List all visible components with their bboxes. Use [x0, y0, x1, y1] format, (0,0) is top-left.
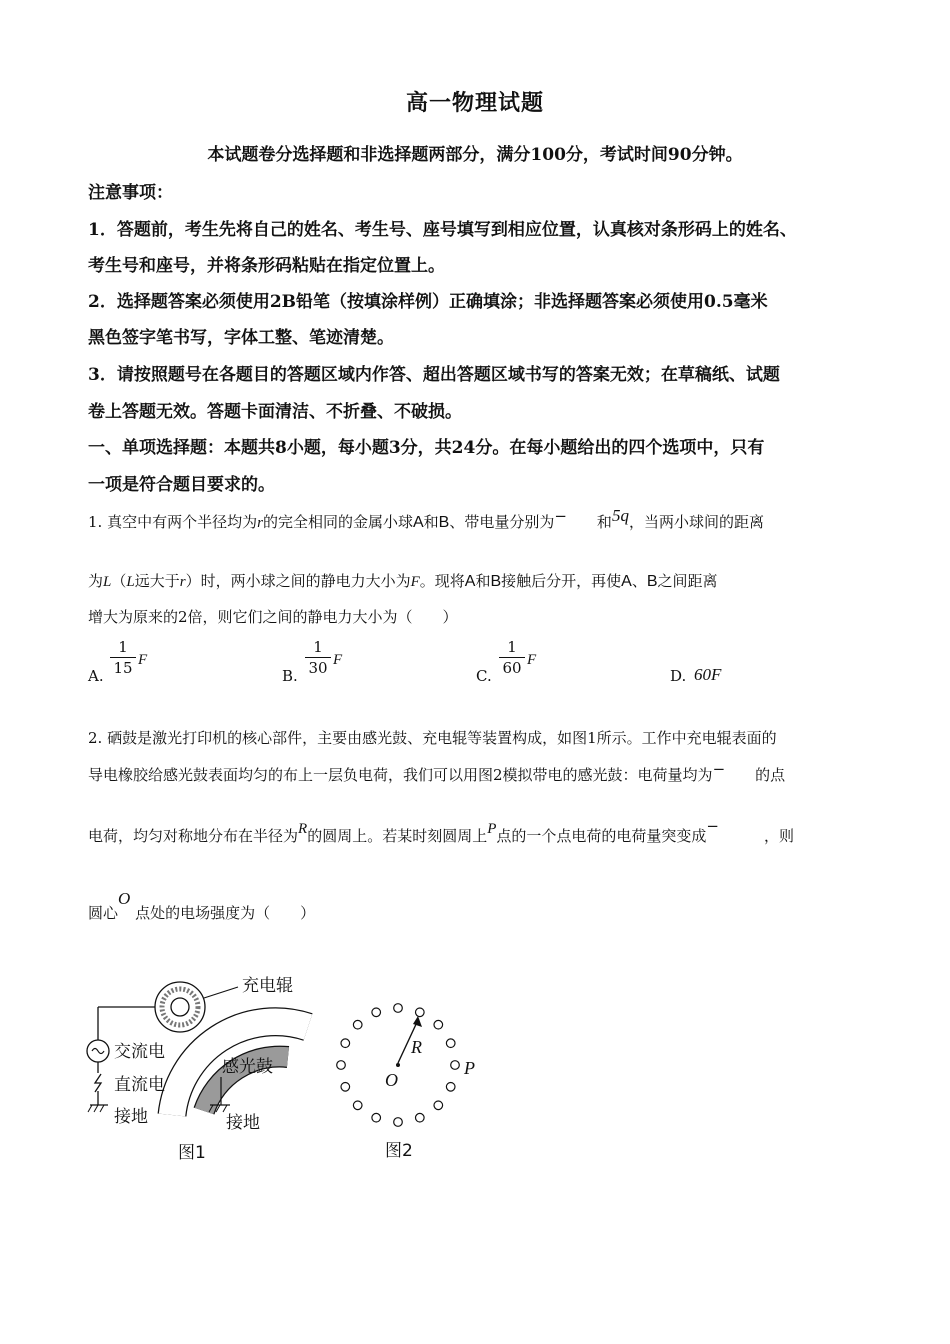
q1-line3: 增大为原来的2倍，则它们之间的静电力大小为（ ） [88, 608, 458, 626]
point-charge [372, 1113, 381, 1122]
dc-source-icon [95, 1074, 101, 1092]
point-charge [372, 1008, 381, 1017]
label-ac: 交流电 [114, 1042, 165, 1062]
q1-option-a-var: F [138, 652, 148, 668]
q1-option-b-var: F [333, 652, 343, 668]
section-heading-line1: 一、单项选择题：本题共8小题，每小题3分，共24分。在每小题给出的四个选项中，只有 [88, 438, 765, 458]
point-charge [353, 1101, 362, 1110]
q2-line4: 圆心O 点处的电场强度为（ ） [88, 889, 316, 922]
point-charge [434, 1020, 443, 1029]
exam-info: 本试题卷分选择题和非选择题两部分，满分100分，考试时间90分钟。 [207, 145, 743, 165]
point-charge [394, 1004, 403, 1013]
point-charge [446, 1083, 455, 1092]
q2-line1: 2. 硒鼓是激光打印机的核心部件，主要由感光鼓、充电辊等装置构成，如图1所示。工作中充电辊表面的 [88, 729, 777, 747]
point-charge [446, 1039, 455, 1048]
notice-item-1-line1: 1．答题前，考生先将自己的姓名、考生号、座号填写到相应位置，认真核对条形码上的姓名、 [88, 220, 797, 240]
point-charge [353, 1020, 362, 1029]
notice-item-2-line1: 2．选择题答案必须使用2B铅笔（按填涂样例）正确填涂；非选择题答案必须使用0.5毫米 [88, 292, 768, 312]
label-R: R [411, 1037, 422, 1057]
point-charge [341, 1039, 350, 1048]
notice-item-3-line1: 3．请按照题号在各题目的答题区域内作答、超出答题区域书写的答案无效；在草稿纸、试题 [88, 365, 780, 385]
q1-option-a-label[interactable]: A. [88, 667, 104, 685]
q2-line2: 导电橡胶给感光鼓表面均匀的布上一层负电荷，我们可以用图2模拟带电的感光鼓：电荷量均为− 的点 [88, 760, 786, 784]
q1-option-d-value: 60F [694, 665, 722, 684]
page-title: 高一物理试题 [405, 90, 544, 116]
point-charge [416, 1113, 425, 1122]
q1-option-c-fraction: 1 60 [499, 638, 525, 677]
q1-line2: 为L（L远大于r）时，两小球之间的静电力大小为F。现将A和B接触后分开，再使A、B之间距离 [88, 572, 718, 590]
notice-item-3-line2: 卷上答题无效。答题卡面清洁、不折叠、不破损。 [88, 402, 462, 422]
label-ground-left: 接地 [114, 1107, 148, 1127]
notice-heading: 注意事项： [88, 183, 173, 203]
q1-option-d-label[interactable]: D. [670, 667, 687, 685]
label-P: P [464, 1058, 475, 1078]
charging-roller-icon [155, 982, 205, 1032]
label-dc: 直流电 [114, 1075, 165, 1095]
figure-1-caption: 图1 [178, 1143, 206, 1163]
q1-option-c-label[interactable]: C. [476, 667, 492, 685]
label-charge-roller: 充电辊 [242, 976, 293, 996]
notice-item-1-line2: 考生号和座号，并将条形码粘贴在指定位置上。 [88, 256, 445, 276]
figure-2-caption: 图2 [385, 1141, 413, 1161]
point-charge [341, 1083, 350, 1092]
figure-2-diagram [325, 990, 500, 1170]
q1-option-b-fraction: 1 30 [305, 638, 331, 677]
label-ground-drum: 接地 [226, 1113, 260, 1133]
point-charge [434, 1101, 443, 1110]
section-heading-line2: 一项是符合题目要求的。 [88, 475, 275, 495]
radius-arrow-icon [413, 1016, 422, 1027]
point-charge [416, 1008, 425, 1017]
q2-line3: 电荷，均匀对称地分布在半径为R的圆周上。若某时刻圆周上P点的一个点电荷的电荷量突变成− ，则 [88, 817, 794, 845]
ground-left-icon [88, 1105, 108, 1112]
q1-option-a-fraction: 1 15 [110, 638, 136, 677]
q1-option-c-var: F [527, 652, 537, 668]
label-drum: 感光鼓 [222, 1057, 273, 1077]
q1-line1: 1. 真空中有两个半径均为r的完全相同的金属小球A和B、带电量分别为− 和5q，当两小球间的距离 [88, 506, 764, 531]
point-charge [451, 1061, 460, 1070]
label-O: O [385, 1070, 398, 1090]
point-charge [394, 1118, 403, 1127]
q1-option-b-label[interactable]: B. [282, 667, 298, 685]
notice-item-2-line2: 黑色签字笔书写，字体工整、笔迹清楚。 [88, 328, 394, 348]
point-charge [337, 1061, 346, 1070]
center-point [396, 1063, 400, 1067]
figure-1-diagram [80, 965, 340, 1170]
